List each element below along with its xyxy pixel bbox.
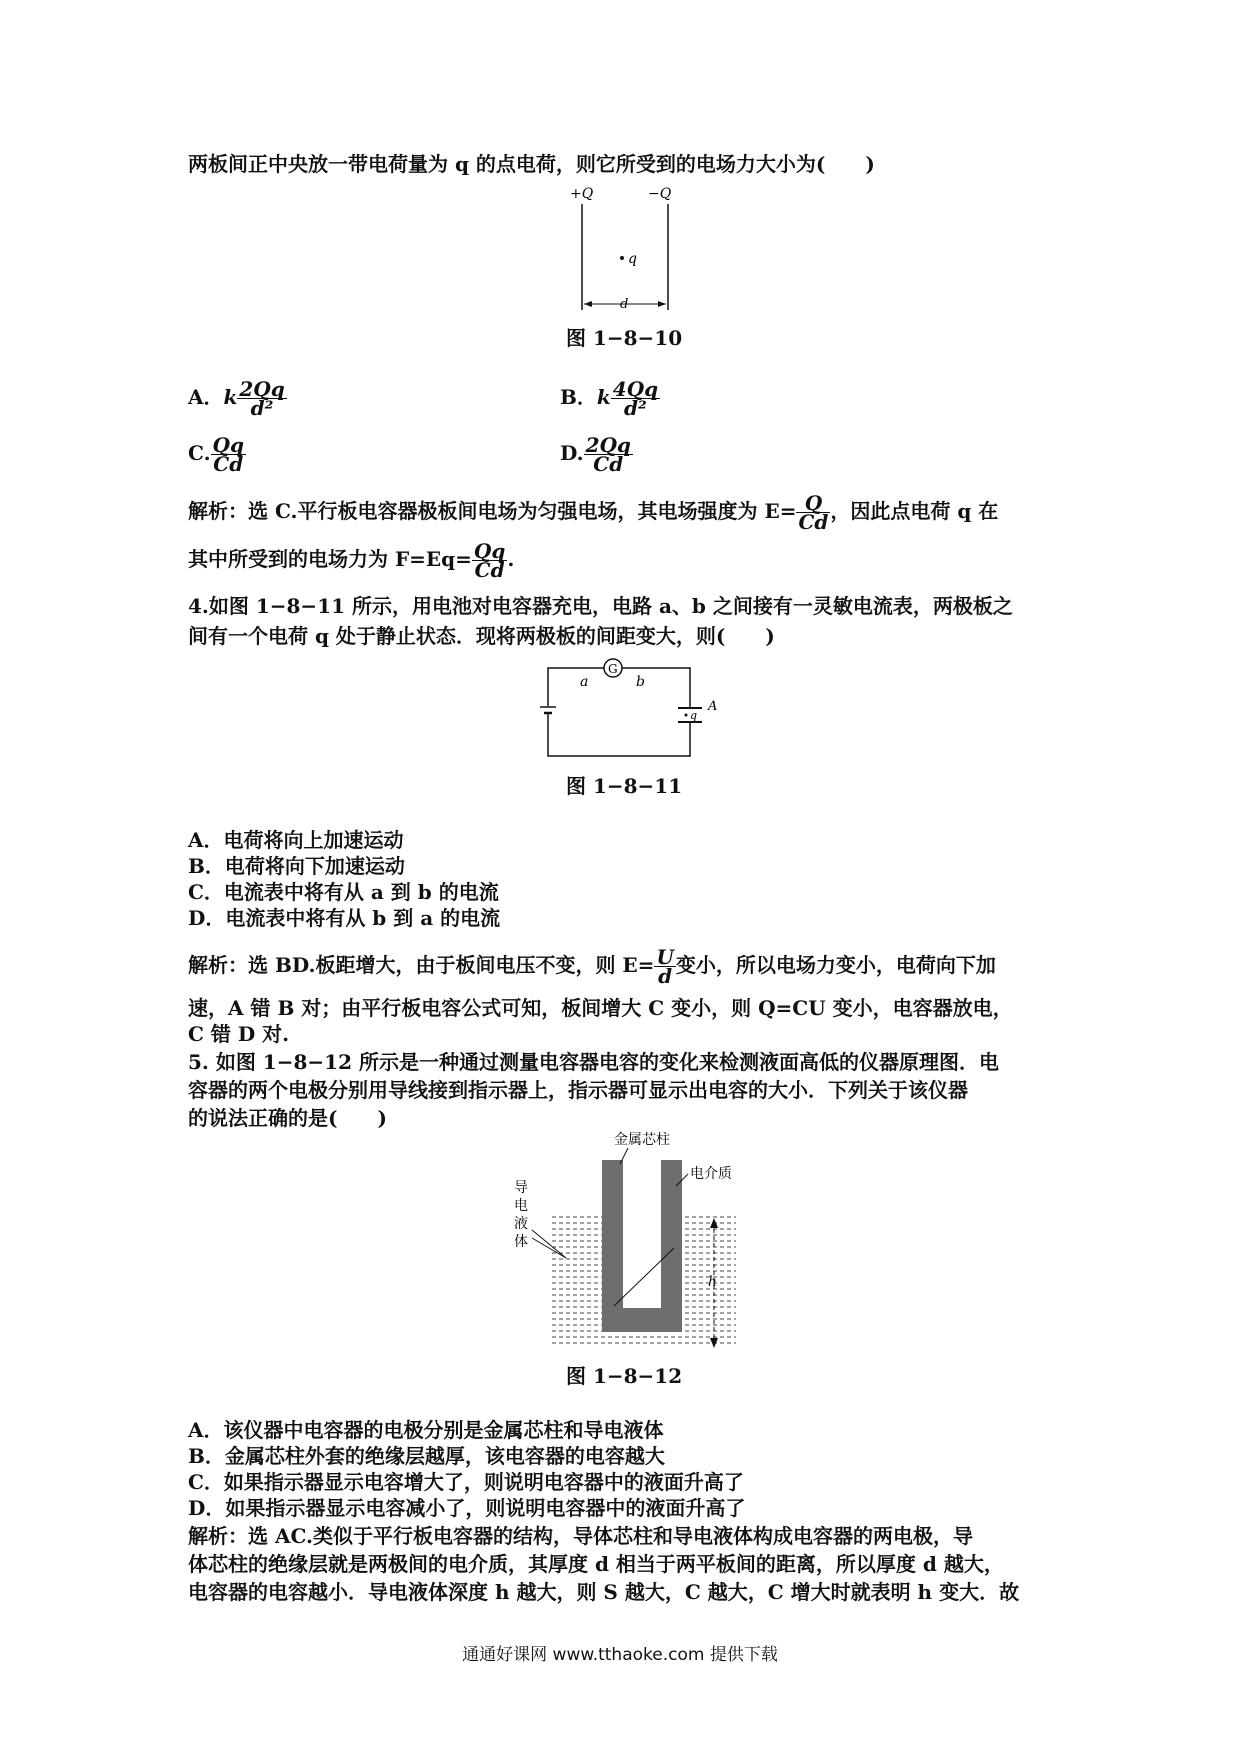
q5-option-a: A．该仪器中电容器的电极分别是金属芯柱和导电液体 — [188, 1418, 664, 1442]
label-metal-core: 金属芯柱 — [614, 1132, 670, 1148]
label-d: d — [620, 297, 629, 312]
figure-1-8-12-caption: 图 1−8−12 — [566, 1364, 683, 1388]
q5-stem-line-3: 的说法正确的是( ) — [188, 1106, 387, 1130]
label-plate-a: A — [708, 699, 718, 714]
q3-analysis-line-1: 解析：选 C.平行板电容器极板间电场为匀强电场，其电场强度为 E= $\frac{Q}{Cd}$ ，因此点电荷 q 在 — [188, 491, 999, 534]
figure-1-8-11-caption: 图 1−8−11 — [566, 774, 683, 798]
q3-analysis-line-2: 其中所受到的电场力为 F=Eq= $\frac{Qq}{Cd}$ . — [188, 539, 515, 582]
label-minus-q: −Q — [648, 186, 672, 202]
q5-analysis-line-2: 体芯柱的绝缘层就是两极间的电介质，其厚度 d 相当于两平板间的距离，所以厚度 d 越大， — [188, 1552, 1004, 1576]
q3-option-b: B．k $\frac{4Qq}{\text{d²}}$ — [560, 377, 659, 420]
q5-stem-line-1: 5. 如图 1−8−12 所示是一种通过测量电容器电容的变化来检测液面高低的仪器原理图．电 — [188, 1050, 999, 1074]
label-q-charge: q — [690, 709, 698, 722]
figure-1-8-10 — [560, 182, 690, 312]
figure-1-8-11 — [540, 650, 720, 762]
q3-option-c: C. $\frac{Qq}{Cd}$ — [188, 433, 244, 476]
label-point-q: q — [628, 251, 637, 267]
q4-analysis-line-1: 解析：选 BD.板距增大，由于板间电压不变，则 E= $\frac{U}{d}$ 变小，所以电场力变小，电荷向下加 — [188, 945, 996, 988]
q4-option-a: A．电荷将向上加速运动 — [188, 828, 404, 852]
q4-stem-line-2: 间有一个电荷 q 处于静止状态．现将两极板的间距变大，则( ) — [188, 624, 775, 648]
q4-analysis-line-3: C 错 D 对. — [188, 1022, 290, 1046]
q3-option-a: A．k $\frac{2Qq}{\text{d²}}$ — [188, 377, 285, 420]
q4-stem-line-1: 4.如图 1−8−11 所示，用电池对电容器充电，电路 a、b 之间接有一灵敏电流表，两极板之 — [188, 594, 1013, 618]
q4-option-b: B．电荷将向下加速运动 — [188, 854, 405, 878]
label-conductive-liquid: 导电液体 — [514, 1180, 528, 1250]
q4-option-d: D．电流表中将有从 b 到 a 的电流 — [188, 906, 501, 930]
q4-option-c: C．电流表中将有从 a 到 b 的电流 — [188, 880, 499, 904]
label-dielectric: 电介质 — [690, 1166, 732, 1182]
q3-stem: 两板间正中央放一带电荷量为 q 的点电荷，则它所受到的电场力大小为( ) — [188, 152, 875, 176]
q3-option-d: D. $\frac{2Qq}{Cd}$ — [560, 433, 631, 476]
q5-analysis-line-1: 解析：选 AC.类似于平行板电容器的结构，导体芯柱和导电液体构成电容器的两电极，导 — [188, 1524, 974, 1548]
q5-option-d: D．如果指示器显示电容减小了，则说明电容器中的液面升高了 — [188, 1496, 746, 1520]
q5-option-c: C．如果指示器显示电容增大了，则说明电容器中的液面升高了 — [188, 1470, 744, 1494]
q5-option-b: B．金属芯柱外套的绝缘层越厚，该电容器的电容越大 — [188, 1444, 665, 1468]
q5-analysis-line-3: 电容器的电容越小．导电液体深度 h 越大，则 S 越大，C 越大，C 增大时就表明 h 变大．故 — [188, 1580, 1020, 1604]
label-a: a — [580, 674, 589, 690]
label-h: h — [708, 1274, 718, 1290]
label-plus-q: +Q — [570, 186, 594, 202]
label-g: G — [608, 662, 618, 676]
figure-1-8-10-caption: 图 1−8−10 — [566, 326, 683, 350]
label-b: b — [636, 674, 645, 690]
figure-1-8-12 — [510, 1130, 740, 1352]
footer-watermark: 通通好课网 www.tthaoke.com 提供下载 — [462, 1645, 778, 1665]
q5-stem-line-2: 容器的两个电极分别用导线接到指示器上，指示器可显示出电容的大小．下列关于该仪器 — [188, 1078, 968, 1102]
q4-analysis-line-2: 速，A 错 B 对；由平行板电容公式可知，板间增大 C 变小，则 Q=CU 变小，电容器放电， — [188, 996, 1013, 1020]
